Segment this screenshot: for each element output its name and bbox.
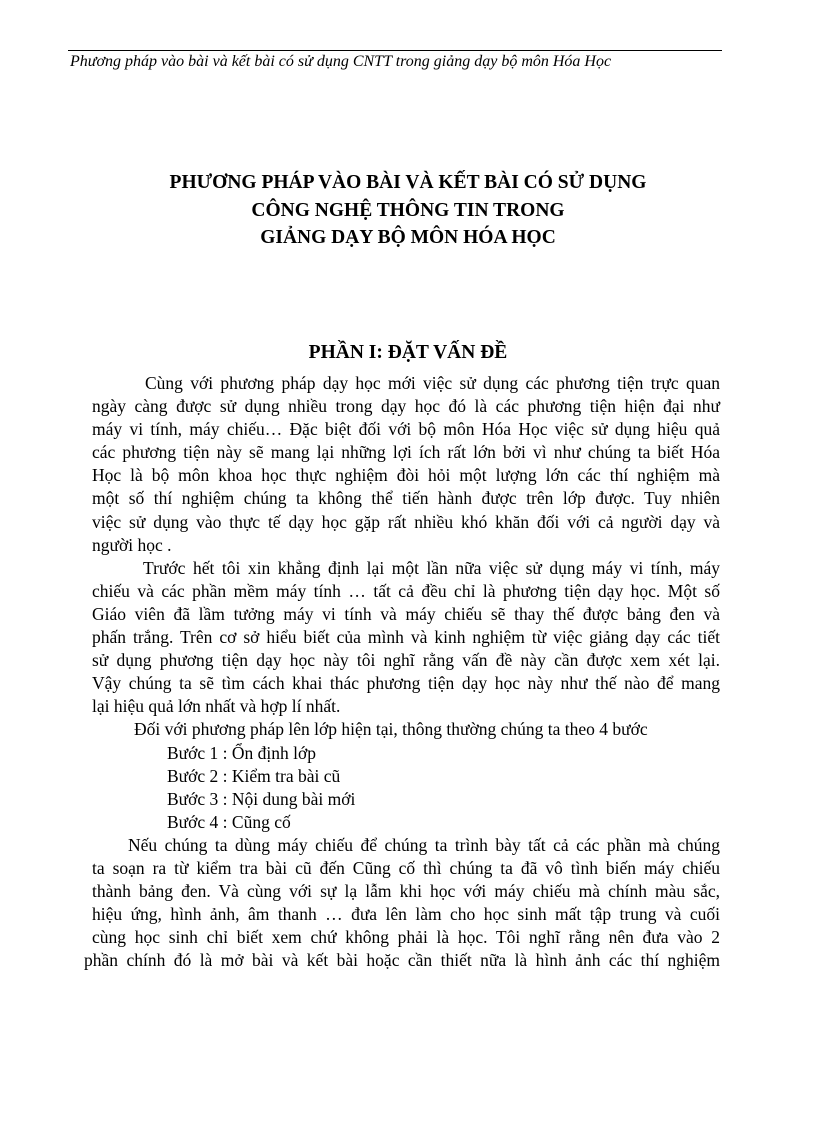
text-line: các phương tiện này sẽ mang lại những lợi ích rất lớn bởi vì như chúng ta biết Hóa <box>92 442 720 463</box>
text-line: phấn trắng. Trên cơ sở hiểu biết của mình và kinh nghiệm từ việc giảng dạy các tiết <box>92 627 720 648</box>
text-line: người học . <box>92 534 172 555</box>
text-line: Đối với phương pháp lên lớp hiện tại, thông thường chúng ta theo 4 bước <box>134 719 648 740</box>
document-title <box>0 169 816 252</box>
text-line: lại hiệu quả lớn nhất và hợp lí nhất. <box>92 696 341 717</box>
paragraph-4 <box>84 834 720 973</box>
list-item: Bước 3 : Nội dung bài mới <box>167 788 356 809</box>
text-line: Trước hết tôi xin khẳng định lại một lần nữa việc sử dụng máy vi tính, máy <box>143 557 720 578</box>
text-line: ta soạn ra từ kiểm tra bài cũ đến Cũng cố thì chúng ta đã vô tình biến máy chiếu <box>92 857 720 878</box>
text-line: thành bảng đen. Và cùng với sự lạ lẫm khi học với máy chiếu mà chính màu sắc, <box>92 881 720 902</box>
text-line: Giáo viên đã lầm tưởng máy vi tính và máy chiếu sẽ thay thế được bảng đen và <box>92 603 720 624</box>
running-header: Phương pháp vào bài và kết bài có sử dụng CNTT trong giảng dạy bộ môn Hóa Học <box>70 53 612 70</box>
paragraph-3 <box>92 718 720 741</box>
text-line: một số thí nghiệm chúng ta không thể tiến hành được trên lớp được. Tuy nhiên <box>92 488 720 509</box>
text-line: Vậy chúng ta sẽ tìm cách khai thác phương tiện dạy học này như thế nào để mang <box>92 673 720 694</box>
text-line: Cùng với phương pháp dạy học mới việc sử dụng các phương tiện trực quan <box>145 373 720 393</box>
text-line: hiệu ứng, hình ảnh, âm thanh … đưa lên làm cho học sinh mất tập trung và cuối <box>92 904 720 925</box>
paragraph-1 <box>92 372 720 557</box>
body-text <box>84 372 720 972</box>
header-rule <box>68 50 722 51</box>
list-item: Bước 2 : Kiểm tra bài cũ <box>167 765 341 786</box>
text-line: Nếu chúng ta dùng máy chiếu để chúng ta trình bày tất cả các phần mà chúng <box>128 834 720 855</box>
title-line-1: PHƯƠNG PHÁP VÀO BÀI VÀ KẾT BÀI CÓ SỬ DỤNG <box>169 172 647 193</box>
list-item: Bước 1 : Ổn định lớp <box>167 742 317 763</box>
list-item: Bước 4 : Cũng cố <box>167 811 291 832</box>
title-line-3: GIẢNG DẠY BỘ MÔN HÓA HỌC <box>260 227 556 248</box>
text-line: phần chính đó là mở bài và kết bài hoặc cần thiết nữa là hình ảnh các thí nghiệm <box>84 950 720 971</box>
title-line-2: CÔNG NGHỆ THÔNG TIN TRONG <box>251 199 565 221</box>
steps-list <box>92 742 720 834</box>
text-line: Học là bộ môn khoa học thực nghiệm đòi hỏi một lượng lớn các thí nghiệm mà <box>92 465 720 486</box>
text-line: ngày càng được sử dụng nhiều trong dạy học đó là các phương tiện hiện đại như <box>92 396 720 417</box>
text-line: chiếu và các phần mềm máy tính … tất cả đều chỉ là phương tiện dạy học. Một số <box>92 580 720 601</box>
section-heading: PHẦN I: ĐẶT VẤN ĐỀ <box>308 342 508 363</box>
paragraph-2 <box>92 557 720 719</box>
text-line: cùng học sinh chỉ biết xem chứ không phải là học. Tôi nghĩ rằng nên đưa vào 2 <box>92 927 720 948</box>
text-line: máy vi tính, máy chiếu… Đặc biệt đối với bộ môn Hóa Học việc sử dụng hiệu quả <box>92 419 720 440</box>
text-line: việc sử dụng vào thực tế dạy học gặp rất nhiều khó khăn đối với cả người dạy và <box>92 511 720 532</box>
text-line: sử dụng phương tiện dạy học này tôi nghĩ rằng vấn đề này cần được xem xét lại. <box>92 650 720 671</box>
